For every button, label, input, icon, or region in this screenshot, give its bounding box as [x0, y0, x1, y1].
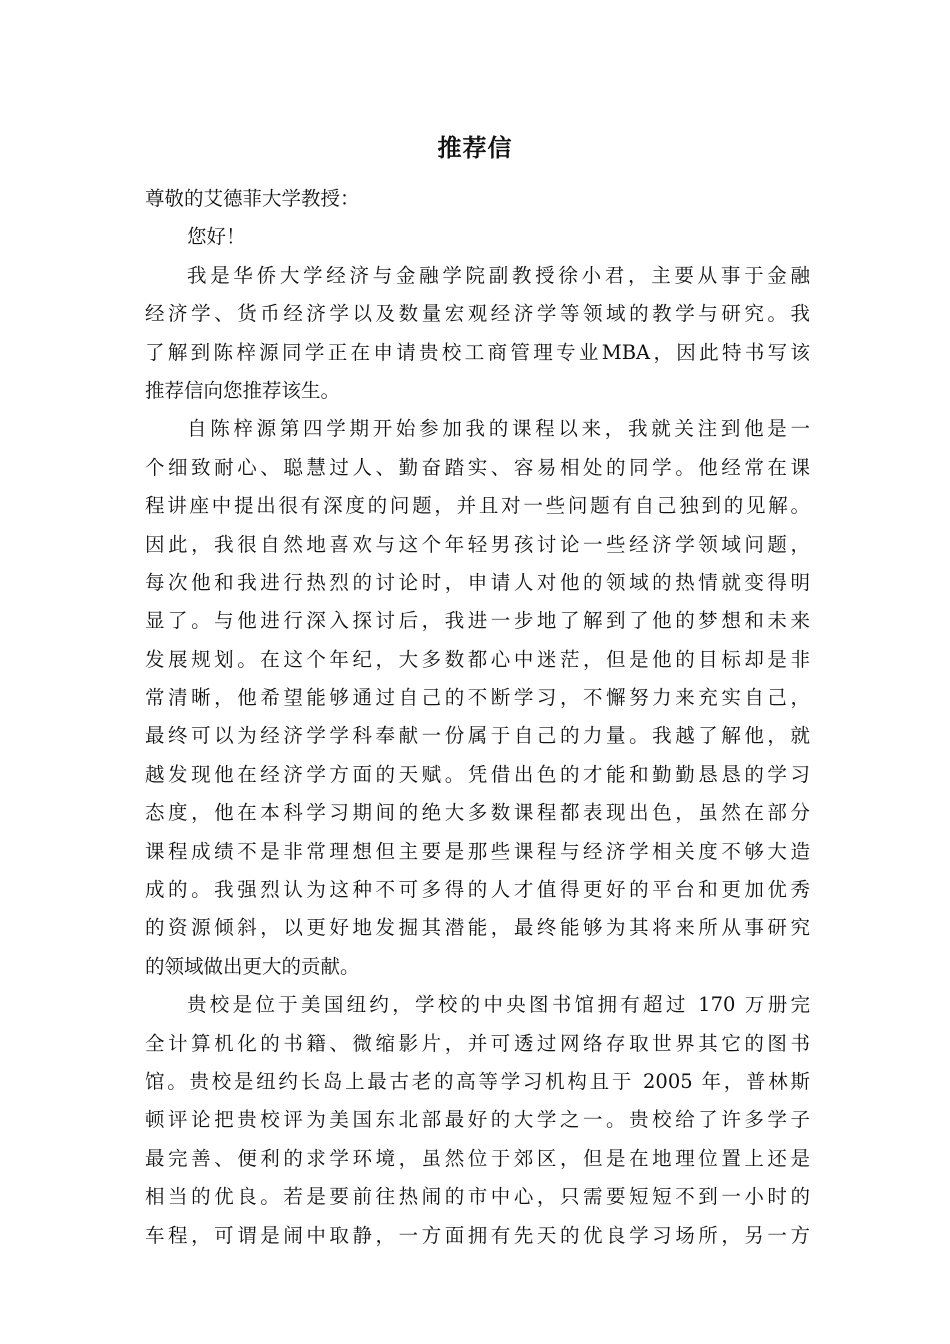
paragraph-line: 态度，他在本科学习期间的绝大多数课程都表现出色，虽然在部分 — [145, 801, 810, 825]
paragraph-line: 全计算机化的书籍、微缩影片，并可透过网络存取世界其它的图书 — [145, 1031, 810, 1055]
paragraph-line: 越发现他在经济学方面的天赋。凭借出色的才能和勤勤恳恳的学习 — [145, 762, 810, 786]
paragraph-line: 车程，可谓是闹中取静，一方面拥有先天的优良学习场所，另一方 — [145, 1223, 810, 1247]
paragraph-line: 成的。我强烈认为这种不可多得的人才值得更好的平台和更加优秀 — [145, 878, 810, 902]
paragraph-line: 每次他和我进行热烈的讨论时，申请人对他的领域的热情就变得明 — [145, 570, 810, 594]
paragraph-line: 个细致耐心、聪慧过人、勤奋踏实、容易相处的同学。他经常在课 — [145, 455, 810, 479]
paragraph-line: 最终可以为经济学学科奉献一份属于自己的力量。我越了解他，就 — [145, 724, 810, 748]
paragraph-line: 推荐信向您推荐该生。 — [145, 378, 341, 402]
greeting: 您好！ — [187, 225, 246, 249]
paragraph-line: 顿评论把贵校评为美国东北部最好的大学之一。贵校给了许多学子 — [145, 1108, 810, 1132]
paragraph-line: 课程成绩不是非常理想但主要是那些课程与经济学相关度不够大造 — [145, 839, 810, 863]
paragraph-line: 的领域做出更大的贡献。 — [145, 954, 360, 978]
paragraph-line: 显了。与他进行深入探讨后，我进一步地了解到了他的梦想和未来 — [145, 609, 810, 633]
paragraph-line: 相当的优良。若是要前往热闹的市中心，只需要短短不到一小时的 — [145, 1185, 810, 1209]
paragraph-line: 的资源倾斜，以更好地发掘其潜能，最终能够为其将来所从事研究 — [145, 916, 810, 940]
paragraph-line: 自陈梓源第四学期开始参加我的课程以来，我就关注到他是一 — [187, 417, 810, 441]
paragraph-line: 发展规划。在这个年纪，大多数都心中迷茫，但是他的目标却是非 — [145, 647, 810, 671]
paragraph-line: 了解到陈梓源同学正在申请贵校工商管理专业MBA，因此特书写该 — [145, 340, 810, 364]
letter-body — [145, 180, 810, 1255]
paragraph-line: 最完善、便利的求学环境，虽然位于郊区，但是在地理位置上还是 — [145, 1146, 810, 1170]
paragraph-line: 程讲座中提出很有深度的问题，并且对一些问题有自己独到的见解。 — [145, 494, 810, 518]
paragraph-line: 贵校是位于美国纽约，学校的中央图书馆拥有超过 170 万册完 — [187, 993, 810, 1017]
paragraph-line: 因此，我很自然地喜欢与这个年轻男孩讨论一些经济学领域问题， — [145, 532, 810, 556]
paragraph-line: 我是华侨大学经济与金融学院副教授徐小君，主要从事于金融 — [187, 263, 810, 287]
paragraph-line: 经济学、货币经济学以及数量宏观经济学等领域的教学与研究。我 — [145, 302, 810, 326]
paragraph-line: 常清晰，他希望能够通过自己的不断学习，不懈努力来充实自己， — [145, 686, 810, 710]
document-title: 推荐信 — [437, 134, 513, 162]
paragraph-line: 馆。贵校是纽约长岛上最古老的高等学习机构且于 2005 年，普林斯 — [145, 1069, 810, 1093]
salutation: 尊敬的艾德菲大学教授： — [145, 187, 360, 210]
